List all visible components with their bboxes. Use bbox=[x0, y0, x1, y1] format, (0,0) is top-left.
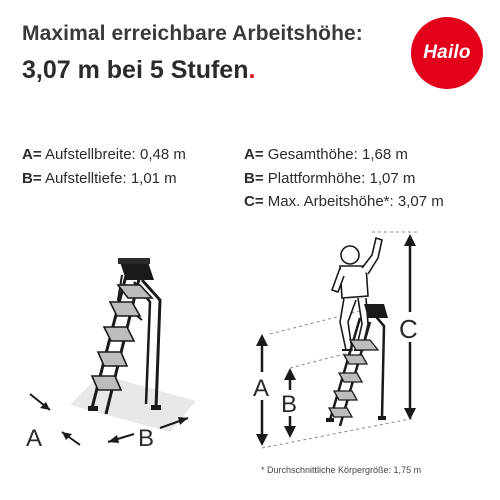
left-ladder-diagram bbox=[26, 258, 196, 452]
right-dim-c-arrowhead-top bbox=[404, 234, 416, 246]
left-top-tray-rim bbox=[118, 258, 150, 264]
right-spec-c-key: C= bbox=[244, 193, 264, 210]
right-guide-step bbox=[290, 352, 352, 368]
right-spec-c-text: Max. Arbeitshöhe*: 3,07 m bbox=[267, 193, 444, 210]
right-spec-a-text: Gesamthöhe: 1,68 m bbox=[267, 146, 408, 163]
left-steps bbox=[92, 302, 140, 390]
left-foot-front bbox=[88, 406, 98, 411]
header-title: Maximal erreichbare Arbeitshöhe: bbox=[22, 22, 363, 45]
footnote: * Durchschnittliche Körpergröße: 1,75 m bbox=[261, 465, 422, 475]
left-spec-b-key: B= bbox=[22, 170, 42, 187]
header-subtitle-text: 3,07 m bei 5 Stufen bbox=[22, 56, 249, 84]
right-platform bbox=[350, 340, 378, 350]
right-spec-b-text: Plattformhöhe: 1,07 m bbox=[267, 170, 416, 187]
left-foot-rear bbox=[151, 405, 161, 410]
right-spec-b-key: B= bbox=[244, 170, 264, 187]
person-torso bbox=[340, 266, 368, 298]
right-dim-b-arrowhead-top bbox=[284, 368, 296, 380]
left-dim-b-label: B bbox=[138, 425, 155, 452]
person-figure bbox=[332, 238, 382, 350]
right-foot-rear bbox=[378, 416, 386, 420]
right-dim-a-arrowhead-bottom bbox=[256, 434, 268, 446]
right-dim-b-label: B bbox=[281, 391, 298, 418]
header-red-dot: . bbox=[248, 56, 256, 84]
right-foot-front bbox=[326, 418, 334, 422]
left-spec-b-text: Aufstelltiefe: 1,01 m bbox=[44, 170, 177, 187]
left-spec-a-text: Aufstellbreite: 0,48 m bbox=[44, 146, 186, 163]
right-dim-a-arrowhead-top bbox=[256, 334, 268, 346]
right-dim-c-label: C bbox=[399, 314, 418, 344]
right-ladder-diagram bbox=[252, 232, 422, 448]
person-head bbox=[341, 246, 359, 264]
left-top-tray bbox=[120, 262, 154, 280]
left-dim-a-label: A bbox=[26, 425, 43, 452]
right-steps bbox=[329, 355, 367, 417]
right-dim-a-label: A bbox=[253, 375, 270, 402]
left-step-3 bbox=[98, 352, 127, 366]
left-step-4 bbox=[92, 376, 121, 390]
right-dim-c-arrowhead-bottom bbox=[404, 408, 416, 420]
person-raised-arm bbox=[362, 238, 382, 274]
left-step-1 bbox=[110, 302, 140, 316]
right-guide-floor bbox=[262, 418, 415, 448]
right-top-tray bbox=[364, 304, 388, 318]
left-spec-a-key: A= bbox=[22, 146, 42, 163]
right-rear-leg bbox=[372, 312, 384, 418]
left-dim-b-arrowhead-right bbox=[178, 417, 188, 425]
left-dim-b-arrowhead-left bbox=[108, 435, 119, 443]
right-dim-b-arrowhead-bottom bbox=[284, 426, 296, 438]
left-footprint-shadow bbox=[70, 374, 196, 432]
brand-logo-text: Hailo bbox=[423, 42, 471, 63]
right-spec-a-key: A= bbox=[244, 146, 264, 163]
